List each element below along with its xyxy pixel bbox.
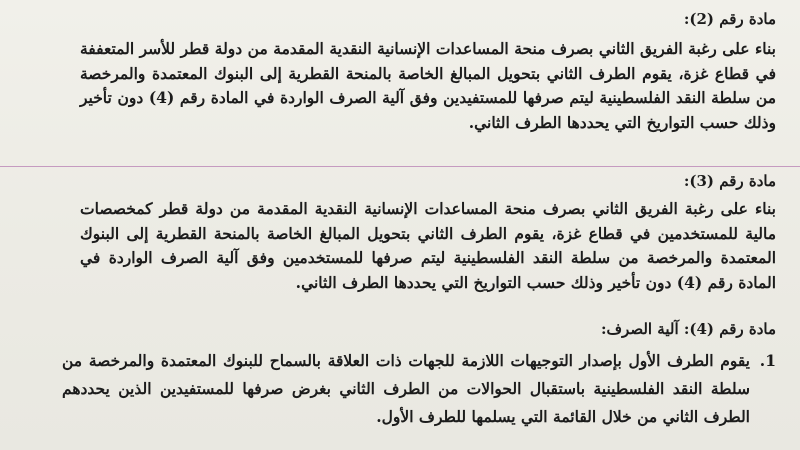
- article-3-body: بناء على رغبة الفريق الثاني بصرف منحة المساعدات الإنسانية النقدية المقدمة من دولة قطر كمخصصات مالية للمستخدمين في قطاع غزة، يقوم الطرف الثاني بتحويل المبالغ الخاصة بالمنحة القطرية إلى البنوك المعتمدة والمرخصة من سلطة النقد الفلسطينية ليتم صرفها للمستخدمين وفق آلية الصرف الواردة في المادة رقم (4) دون تأخير وذلك حسب التواريخ التي يحددها الطرف الثاني.: [80, 199, 776, 292]
- article-2-body: بناء على رغبة الفريق الثاني بصرف منحة المساعدات الإنسانية النقدية المقدمة من دولة قطر للأسر المتعففة في قطاع غزة، يقوم الطرف الثاني بتحويل المبالغ الخاصة بالمنحة القطرية إلى البنوك المعتمدة والمرخصة من سلطة النقد الفلسطينية ليتم صرفها للمستفيدين وفق آلية الصرف الواردة في المادة رقم (4) دون تأخير وذلك حسب التواريخ التي يحددها الطرف الثاني.: [80, 39, 777, 132]
- article-4-heading: مادة رقم (4): آلية الصرف:: [600, 320, 776, 338]
- list-item-number: 1.: [759, 351, 776, 370]
- list-item: [62, 347, 776, 431]
- article-3-heading: مادة رقم (3):: [683, 172, 776, 190]
- section-divider: [0, 166, 800, 167]
- list-item-text: يقوم الطرف الأول بإصدار التوجيهات اللازمة للجهات ذات العلاقة بالسماح للبنوك المعتمدة والمرخصة من سلطة النقد الفلسطينية باستقبال الحوالات من الطرف الثاني بغرض صرفها للمستفيدين الذين يحددهم الطرف الثاني من خلال القائمة التي يسلمها للطرف الأول.: [62, 351, 750, 426]
- article-2-heading: مادة رقم (2):: [683, 10, 776, 28]
- mechanism-list: [62, 347, 776, 431]
